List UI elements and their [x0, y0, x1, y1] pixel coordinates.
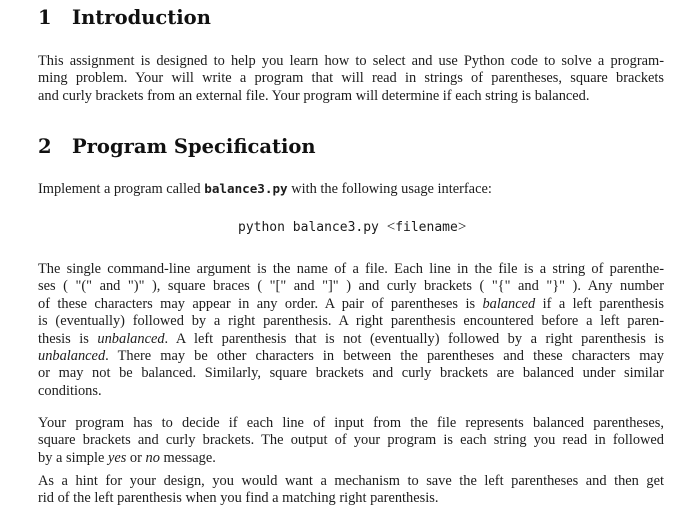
- section-1-number: 1: [38, 6, 52, 29]
- spec-line-2: ses ( "(" and ")" ), square braces ( "[" and "]" ) and curly brackets ( "{" and "}" ). Any number: [38, 278, 664, 295]
- section-2-number: 2: [38, 135, 52, 158]
- impl-intro-before: Implement a program called: [38, 181, 205, 197]
- hint-paragraph: [38, 473, 664, 508]
- spec-line-1: The single command-line argument is the name of a file. Each line in the file is a string of parenthe-: [38, 261, 664, 277]
- spec-line-3-b: if a left parenthesis: [535, 295, 664, 312]
- unbalanced-term-1: unbalanced: [97, 330, 165, 347]
- program-name-code: balance3.py: [204, 181, 288, 196]
- balanced-term: balanced: [482, 295, 536, 312]
- output-line-3-a: by a simple: [38, 449, 108, 466]
- implementation-paragraph: [38, 180, 664, 198]
- spec-line-5-b: . A left parenthesis that is not (eventually) followed by a right parenthesis is: [164, 330, 665, 347]
- hint-line-2: rid of the left parenthesis when you find a matching right parenthesis.: [38, 490, 439, 507]
- spec-line-5-a: thesis is: [38, 330, 98, 347]
- section-1-title: Introduction: [72, 6, 211, 29]
- introduction-paragraph: [38, 53, 664, 105]
- specification-paragraph: [38, 261, 664, 400]
- usage-angle-right: >: [457, 219, 467, 235]
- spec-line-6: [38, 348, 664, 365]
- usage-angle-left: <: [386, 219, 396, 235]
- spec-line-8: conditions.: [38, 382, 102, 399]
- output-line-1: Your program has to decide if each line of input from the file represents balanced parentheses,: [38, 415, 664, 431]
- no-term: no: [145, 449, 160, 466]
- usage-command: python balance3.py: [238, 220, 387, 235]
- spec-line-6-b: . There may be other characters in between the parentheses and these characters may: [105, 348, 664, 365]
- spec-line-7: or may not be balanced. Similarly, square brackets and curly brackets are balanced under similar: [38, 365, 664, 382]
- impl-intro-after: with the following usage interface:: [287, 181, 492, 197]
- hint-line-1: As a hint for your design, you would want a mechanism to save the left parentheses and then get: [38, 473, 664, 489]
- output-line-2: square brackets and curly brackets. The output of your program is each string you read in followed: [38, 432, 664, 449]
- unbalanced-term-2: unbalanced: [38, 348, 106, 365]
- output-line-3: [38, 450, 664, 467]
- impl-line-1: [38, 180, 664, 198]
- section-2-title: Program Specification: [72, 135, 316, 158]
- intro-line-2: ming problem. Your will write a program that will read in strings of parentheses, square brackets: [38, 70, 664, 87]
- section-2-heading: [38, 135, 316, 158]
- section-1-heading: [38, 6, 211, 29]
- usage-argument: filename: [395, 220, 458, 235]
- output-paragraph: [38, 415, 664, 467]
- spec-line-3-a: of these characters may appear in any order. A pair of parentheses is: [38, 295, 483, 312]
- output-line-3-b: or: [126, 449, 146, 466]
- output-line-3-c: message.: [159, 449, 216, 466]
- spec-line-5: [38, 331, 664, 348]
- usage-command-line: [238, 219, 466, 236]
- yes-term: yes: [107, 449, 127, 466]
- intro-line-1: This assignment is designed to help you learn how to select and use Python code to solve a program-: [38, 53, 664, 69]
- intro-line-3: and curly brackets from an external file. Your program will determine if each string is balanced.: [38, 87, 590, 104]
- spec-line-3: [38, 296, 664, 313]
- spec-line-4: is (eventually) followed by a right parenthesis. A right parenthesis encountered before a left paren-: [38, 313, 664, 330]
